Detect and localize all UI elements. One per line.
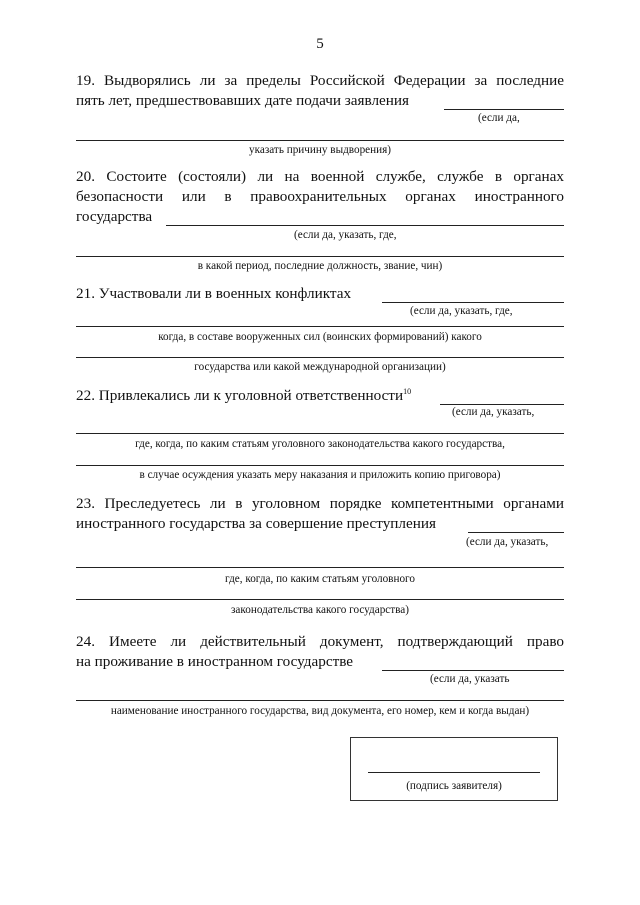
q24-hint2: наименование иностранного государства, вид документа, его номер, кем и когда выдан) (110, 705, 530, 717)
q23-answer-line-1[interactable] (76, 567, 564, 568)
q22-answer-line-2[interactable] (76, 465, 564, 466)
q20-line1: 20. Состоите (состояли) ли на военной службе, службе в органах (76, 168, 564, 185)
q24-answer-line[interactable] (76, 700, 564, 701)
q20-line3: государства (76, 208, 153, 225)
q20-answer-line[interactable] (76, 256, 564, 257)
q21-hint1: (если да, указать, где, (410, 305, 513, 317)
q24-answer-field[interactable] (382, 656, 564, 671)
q22-line1-row (76, 386, 564, 406)
q22-answer-field[interactable] (440, 390, 564, 405)
q22-hint3: в случае осуждения указать меру наказания и приложить копию приговора) (139, 469, 501, 481)
q21-hint2: когда, в составе вооруженных сил (воинских формирований) какого (158, 331, 482, 343)
q23-hint1: (если да, указать, (466, 536, 549, 548)
q23-hint2: где, когда, по каким статьям уголовного (225, 573, 415, 585)
q24-hint1: (если да, указать (430, 673, 510, 685)
q19-line2-row (76, 91, 564, 111)
signature-label: (подпись заявителя) (406, 780, 502, 792)
q19-line1: 19. Выдворялись ли за пределы Российской Федерации за последние (76, 72, 564, 89)
q21-hint3: государства или какой международной организации) (194, 361, 446, 373)
q20-line3-row (76, 207, 564, 227)
q23-line2: иностранного государства за совершение преступления (76, 515, 436, 532)
q21-line1: 21. Участвовали ли в военных конфликтах (76, 285, 352, 302)
q23-answer-line-2[interactable] (76, 599, 564, 600)
q24-line2-row (76, 652, 564, 672)
q23-hint3: законодательства какого государства) (231, 604, 409, 616)
q21-answer-field[interactable] (382, 288, 564, 303)
q23-answer-field[interactable] (468, 518, 564, 533)
q21-answer-line-1[interactable] (76, 326, 564, 327)
q22-footnote-mark: 10 (403, 387, 412, 396)
q22-hint1: (если да, указать, (452, 406, 535, 418)
q20-hint2: в какой период, последние должность, звание, чин) (197, 260, 443, 272)
q21-answer-line-2[interactable] (76, 357, 564, 358)
q23-line2-row (76, 514, 564, 534)
q22-hint2: где, когда, по каким статьям уголовного законодательства какого государства, (135, 438, 505, 450)
q20-line2: безопасности или в правоохранительных органах иностранного (76, 188, 564, 205)
q19-answer-line[interactable] (76, 140, 564, 141)
q20-answer-field[interactable] (166, 211, 564, 226)
q19-hint1: (если да, (478, 112, 520, 124)
q22-line1: 22. Привлекались ли к уголовной ответственности (76, 387, 404, 404)
q19-line2: пять лет, предшествовавших дате подачи заявления (76, 92, 410, 109)
signature-line[interactable] (368, 772, 540, 773)
page-number: 5 (316, 36, 324, 52)
q21-line1-row (76, 284, 564, 304)
q22-answer-line-1[interactable] (76, 433, 564, 434)
q24-line1: 24. Имеете ли действительный документ, подтверждающий право (76, 633, 564, 650)
q19-hint2: указать причину выдворения) (249, 144, 391, 156)
q23-line1: 23. Преследуетесь ли в уголовном порядке компетентными органами (76, 495, 564, 512)
q20-hint1: (если да, указать, где, (294, 229, 397, 241)
q24-line2: на проживание в иностранном государстве (76, 653, 354, 670)
signature-box[interactable] (350, 737, 558, 801)
q19-answer-field[interactable] (444, 95, 564, 110)
